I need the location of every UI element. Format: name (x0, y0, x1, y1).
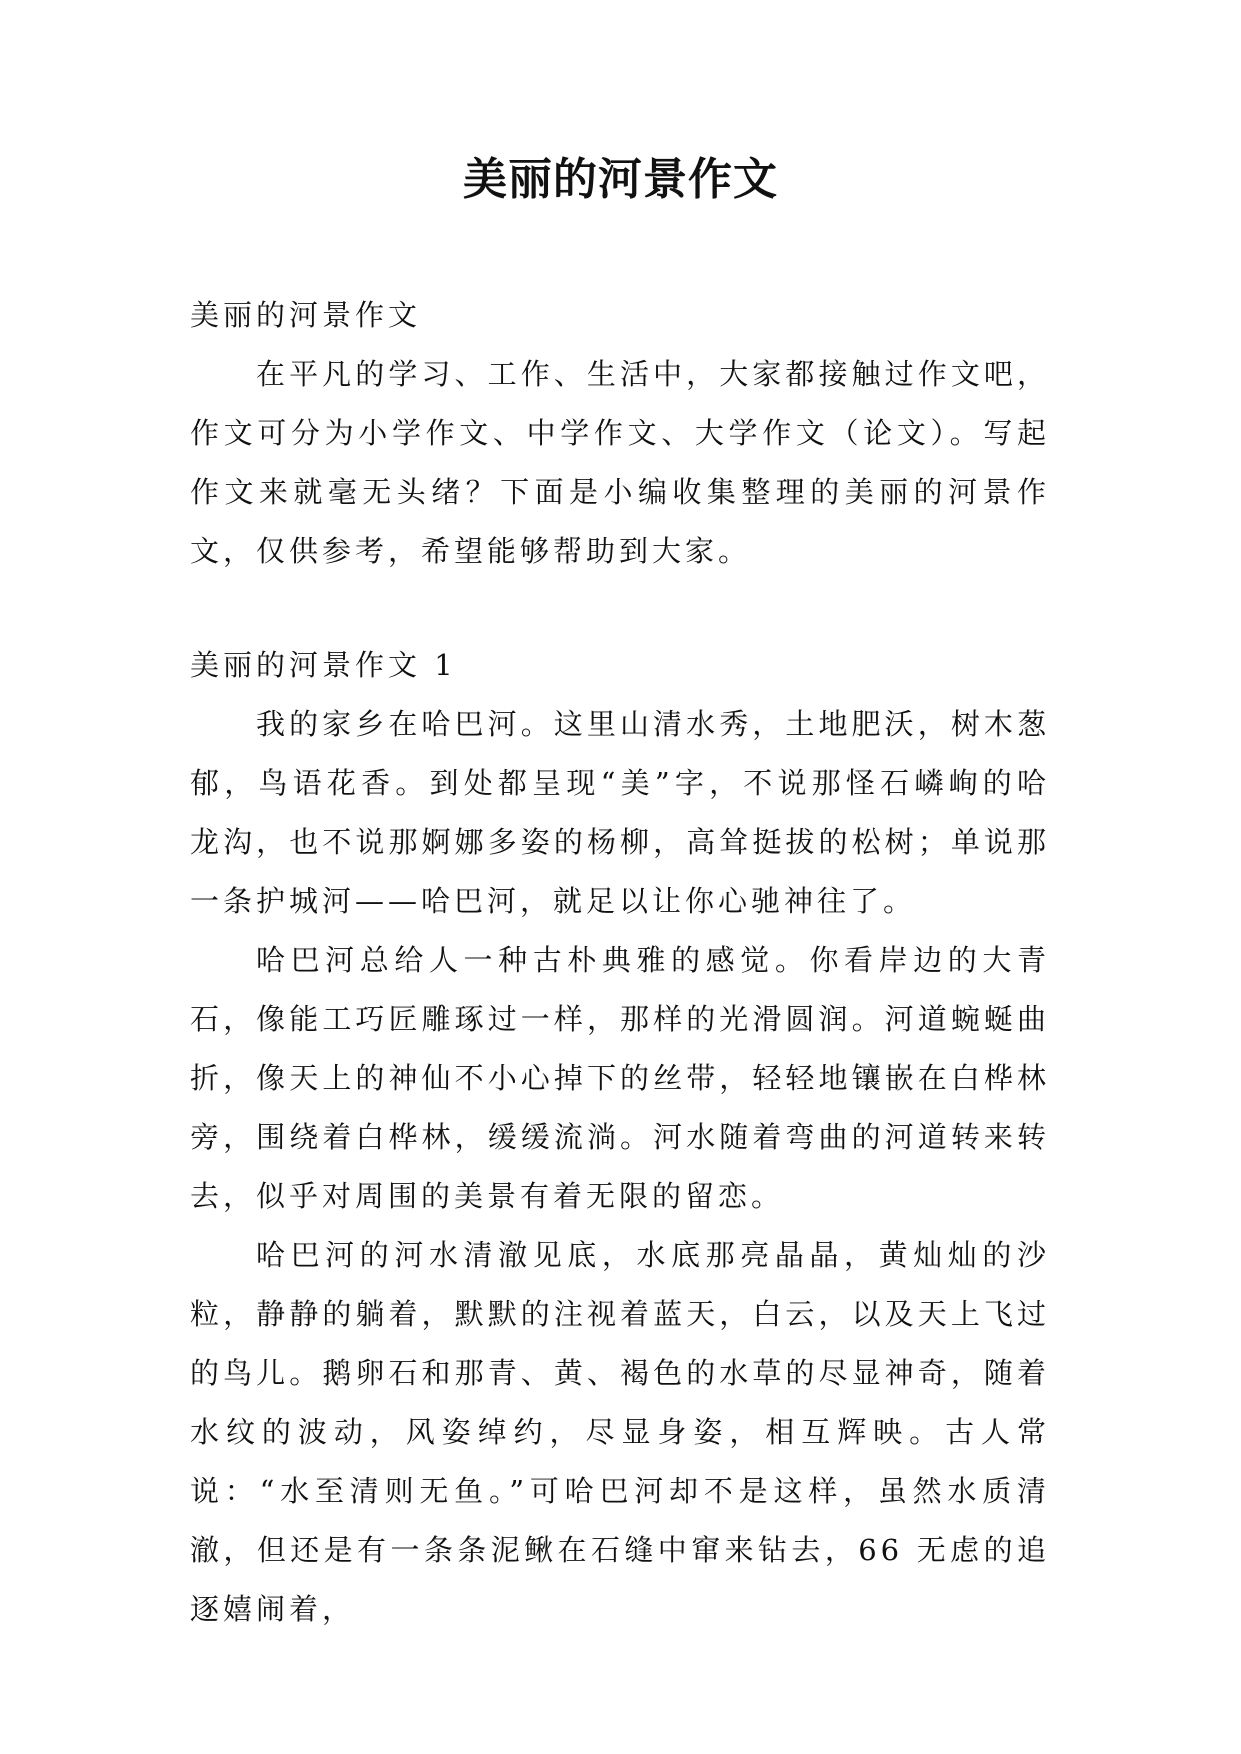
essay-1-paragraph: 我的家乡在哈巴河。这里山清水秀，土地肥沃，树木葱郁，鸟语花香。到处都呈现“美”字，不说那怪石嶙峋的哈龙沟，也不说那婀娜多姿的杨柳，高耸挺拔的松树；单说那一条护城河——哈巴河，就足以让你心驰神往了。 (190, 707, 1050, 918)
essay-1-paragraph: 哈巴河的河水清澈见底，水底那亮晶晶，黄灿灿的沙粒，静静的躺着，默默的注视着蓝天，白云，以及天上飞过的鸟儿。鹅卵石和那青、黄、褐色的水草的尽显神奇，随着水纹的波动，风姿绰约，尽显身姿，相互辉映。古人常说：“水至清则无鱼。”可哈巴河却不是这样，虽然水质清澈，但还是有一条条泥鳅在石缝中窜来钻去，66 无虑的追逐嬉闹着， (190, 1238, 1050, 1626)
essay-1-heading: 美丽的河景作文 1 (190, 648, 457, 682)
intro-heading: 美丽的河景作文 (190, 298, 422, 332)
essay-1-section (190, 636, 1050, 1639)
intro-paragraph: 在平凡的学习、工作、生活中，大家都接触过作文吧，作文可分为小学作文、中学作文、大学作文（论文）。写起作文来就毫无头绪？下面是小编收集整理的美丽的河景作文，仅供参考，希望能够帮助到大家。 (190, 357, 1050, 568)
document-title: 美丽的河景作文 (463, 154, 778, 205)
essay-1-paragraph: 哈巴河总给人一种古朴典雅的感觉。你看岸边的大青石，像能工巧匠雕琢过一样，那样的光滑圆润。河道蜿蜒曲折，像天上的神仙不小心掉下的丝带，轻轻地镶嵌在白桦林旁，围绕着白桦林，缓缓流淌。河水随着弯曲的河道转来转去，似乎对周围的美景有着无限的留恋。 (190, 943, 1050, 1213)
intro-section (190, 286, 1050, 581)
